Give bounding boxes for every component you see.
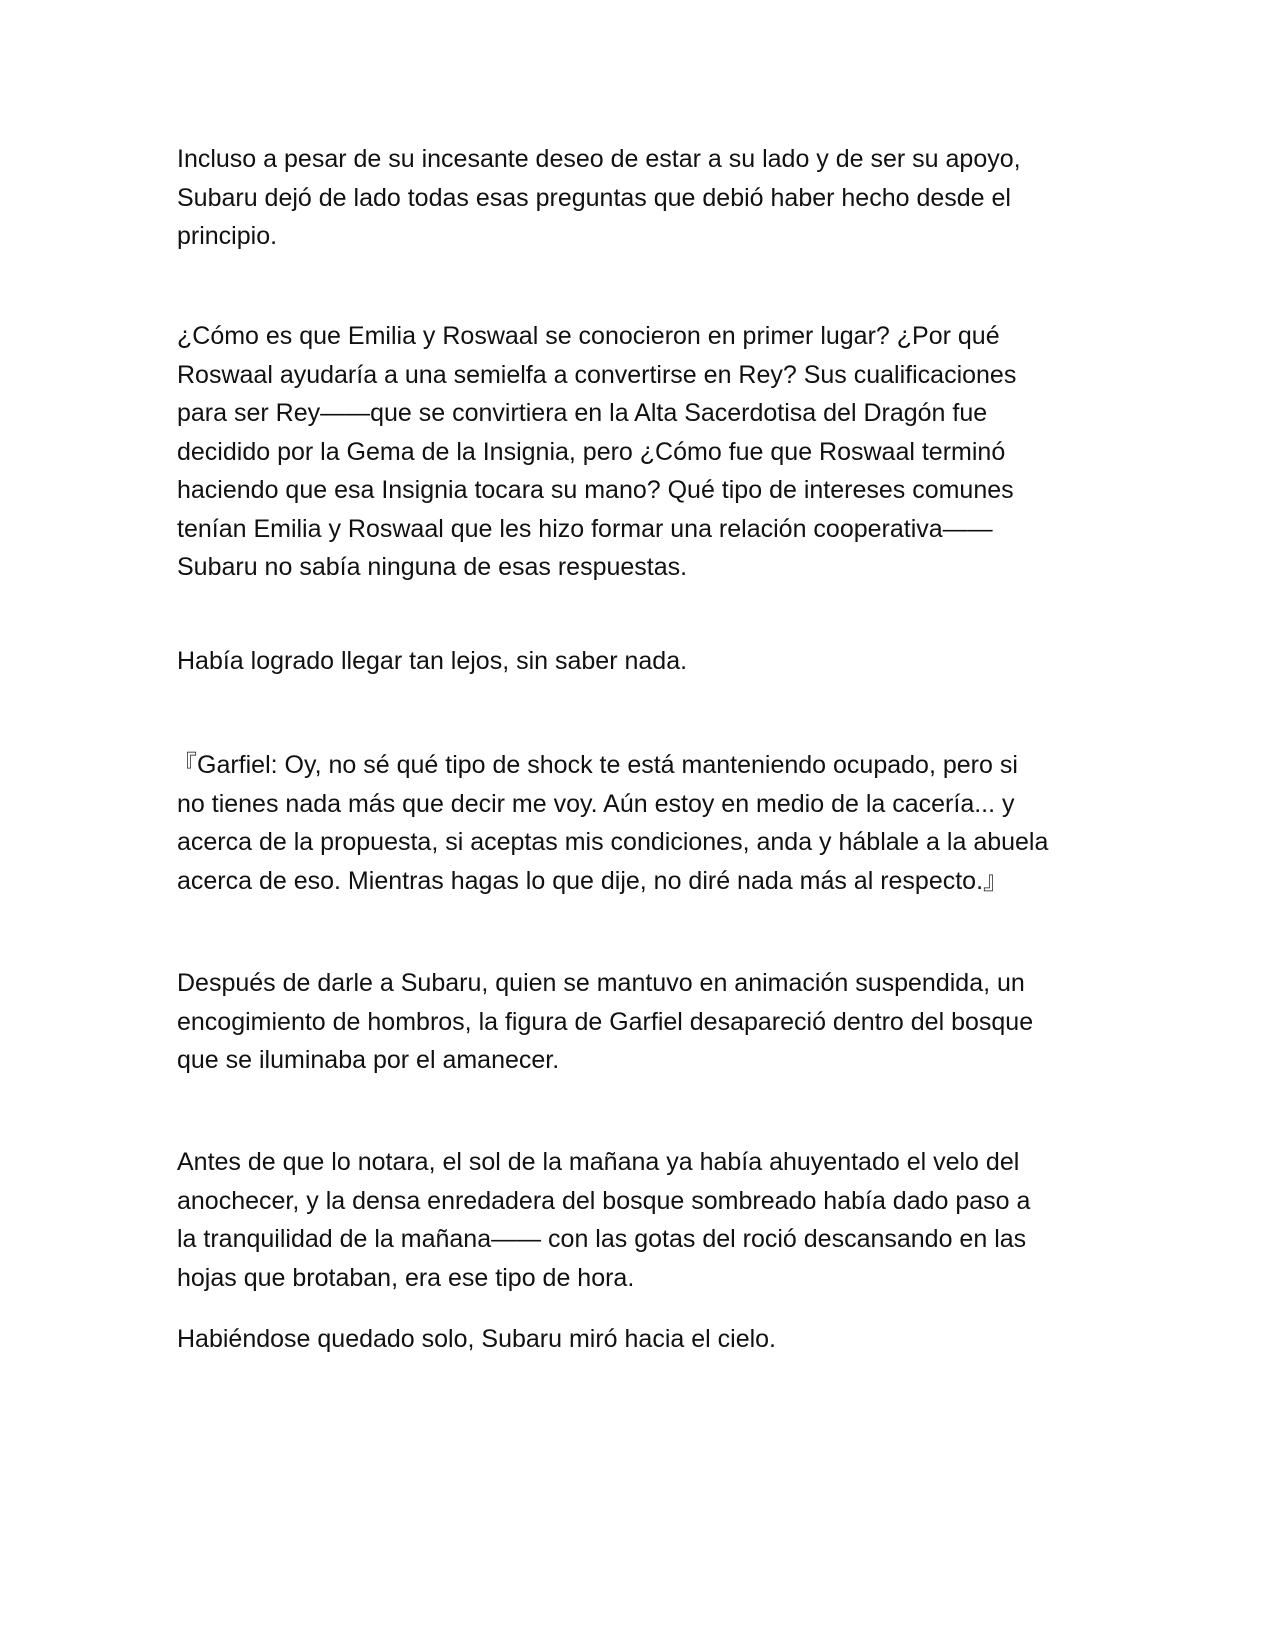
text-line: ¿Cómo es que Emilia y Roswaal se conocieron en primer lugar? ¿Por qué [177,322,1000,350]
paragraph-2 [177,317,1112,587]
text-line: tenían Emilia y Roswaal que les hizo formar una relación cooperativa—— [177,514,993,543]
text-line: encogimiento de hombros, la figura de Garfiel desapareció dentro del bosque [177,1007,1034,1036]
paragraph-3 [177,642,1112,681]
text-line: decidido por la Gema de la Insignia, pero ¿Cómo fue que Roswaal terminó [177,437,1006,466]
text-line: Roswaal ayudaría a una semielfa a convertirse en Rey? Sus cualificaciones [177,360,1017,389]
text-line: Después de darle a Subaru, quien se mantuvo en animación suspendida, un [177,969,1025,997]
text-line: anochecer, y la densa enredadera del bosque sombreado había dado paso a [177,1186,1031,1215]
text-line: principio. [177,222,278,250]
paragraph-4 [172,746,1107,900]
text-line: hojas que brotaban, era ese tipo de hora. [177,1263,635,1292]
text-line: acerca de eso. Mientras hagas lo que dije, no diré nada más al respecto.』 [177,866,1009,895]
text-line: Subaru no sabía ninguna de esas respuestas. [177,553,688,581]
text-line: Subaru dejó de lado todas esas preguntas que debió haber hecho desde el [177,183,1011,212]
text-line: la tranquilidad de la mañana—— con las gotas del roció descansando en las [177,1225,1027,1253]
text-line: 『Garfiel: Oy, no sé qué tipo de shock te está manteniendo ocupado, pero si [172,751,1018,779]
paragraph-5 [177,964,1112,1080]
text-line: acerca de la propuesta, si aceptas mis condiciones, anda y háblale a la abuela [177,828,1049,856]
text-line: Antes de que lo notara, el sol de la mañana ya había ahuyentado el velo del [177,1148,1020,1176]
text-line: para ser Rey——que se convirtiera en la Alta Sacerdotisa del Dragón fue [177,399,988,427]
text-line: no tienes nada más que decir me voy. Aún estoy en medio de la cacería... y [177,789,1015,818]
paragraph-1 [177,140,1112,256]
text-line: Habiéndose quedado solo, Subaru miró hacia el cielo. [177,1325,776,1353]
text-line: Incluso a pesar de su incesante deseo de estar a su lado y de ser su apoyo, [177,145,1021,173]
paragraph-7 [177,1320,1112,1359]
paragraph-6 [177,1143,1112,1297]
text-line: haciendo que esa Insignia tocara su mano? Qué tipo de intereses comunes [177,476,1014,504]
text-line: que se iluminaba por el amanecer. [177,1046,560,1074]
text-line: Había logrado llegar tan lejos, sin saber nada. [177,647,688,675]
